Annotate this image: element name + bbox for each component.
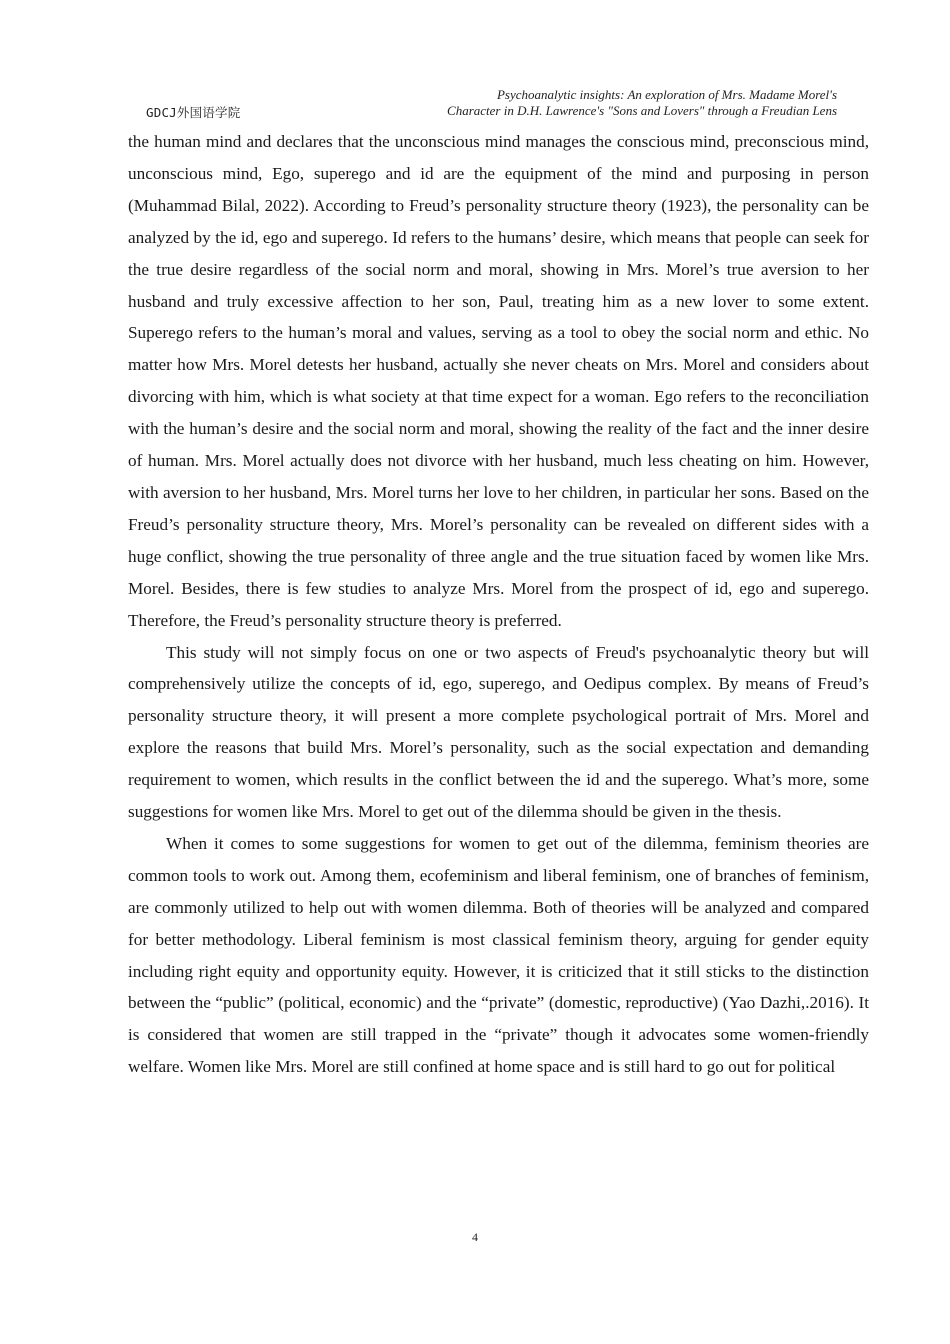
paragraph-1: the human mind and declares that the unconscious mind manages the conscious mind, preconscious mind, unconscious mind, Ego, superego and id are the equipment of the mind and purposing in person (Muhammad Bilal, 2022). According to Freud’s personality structure theory (1923), the personality can be analyzed by the id, ego and superego. Id refers to the humans’ desire, which means that people can seek for the true desire regardless of the social norm and moral, showing in Mrs. Morel’s true aversion to her husband and truly excessive affection to her son, Paul, treating him as a new lover to some extent. Superego refers to the human’s moral and values, serving as a tool to obey the social norm and ethic. No matter how Mrs. Morel detests her husband, actually she never cheats on Mrs. Morel and considers about divorcing with him, which is what society at that time expect for a woman. Ego refers to the reconciliation with the human’s desire and the social norm and moral, showing the reality of the fact and the inner desire of human. Mrs. Morel actually does not divorce with her husband, much less cheating on him. However, with aversion to her husband, Mrs. Morel turns her love to her children, in particular her sons. Based on the Freud’s personality structure theory, Mrs. Morel’s personality can be revealed on different sides with a huge conflict, showing the true personality of three angle and the true situation faced by women like Mrs. Morel. Besides, there is few studies to analyze Mrs. Morel from the prospect of id, ego and superego. Therefore, the Freud’s personality structure theory is preferred. bbox=[128, 132, 869, 630]
paragraph-2: This study will not simply focus on one or two aspects of Freud's psychoanalytic theory but will comprehensively utilize the concepts of id, ego, superego, and Oedipus complex. By means of Freud’s personality structure theory, it will present a more complete psychological portrait of Mrs. Morel and explore the reasons that build Mrs. Morel’s personality, such as the social expectation and demanding requirement to women, which results in the conflict between the id and the superego. What’s more, some suggestions for women like Mrs. Morel to get out of the dilemma should be given in the thesis. bbox=[128, 642, 869, 822]
running-title-line-1: Psychoanalytic insights: An exploration of Mrs. Madame Morel's bbox=[496, 87, 837, 102]
header-institution: GDCJ外国语学院 bbox=[146, 105, 241, 120]
running-title bbox=[337, 87, 837, 119]
running-title-line-2: Character in D.H. Lawrence's "Sons and Lovers" through a Freudian Lens bbox=[447, 103, 837, 118]
page-number: 4 bbox=[472, 1230, 478, 1244]
paragraph-3: When it comes to some suggestions for women to get out of the dilemma, feminism theories are common tools to work out. Among them, ecofeminism and liberal feminism, one of branches of feminism, are commonly utilized to help out with women dilemma. Both of theories will be analyzed and compared for better methodology. Liberal feminism is most classical feminism theory, arguing for gender equity including right equity and opportunity equity. However, it is criticized that it still sticks to the distinction between the “public” (political, economic) and the “private” (domestic, reproductive) (Yao Dazhi,.2016). It is considered that women are still trapped in the “private” though it advocates some women-friendly welfare. Women like Mrs. Morel are still confined at home space and is still hard to go out for political bbox=[128, 833, 869, 1077]
body-text bbox=[128, 126, 869, 1083]
